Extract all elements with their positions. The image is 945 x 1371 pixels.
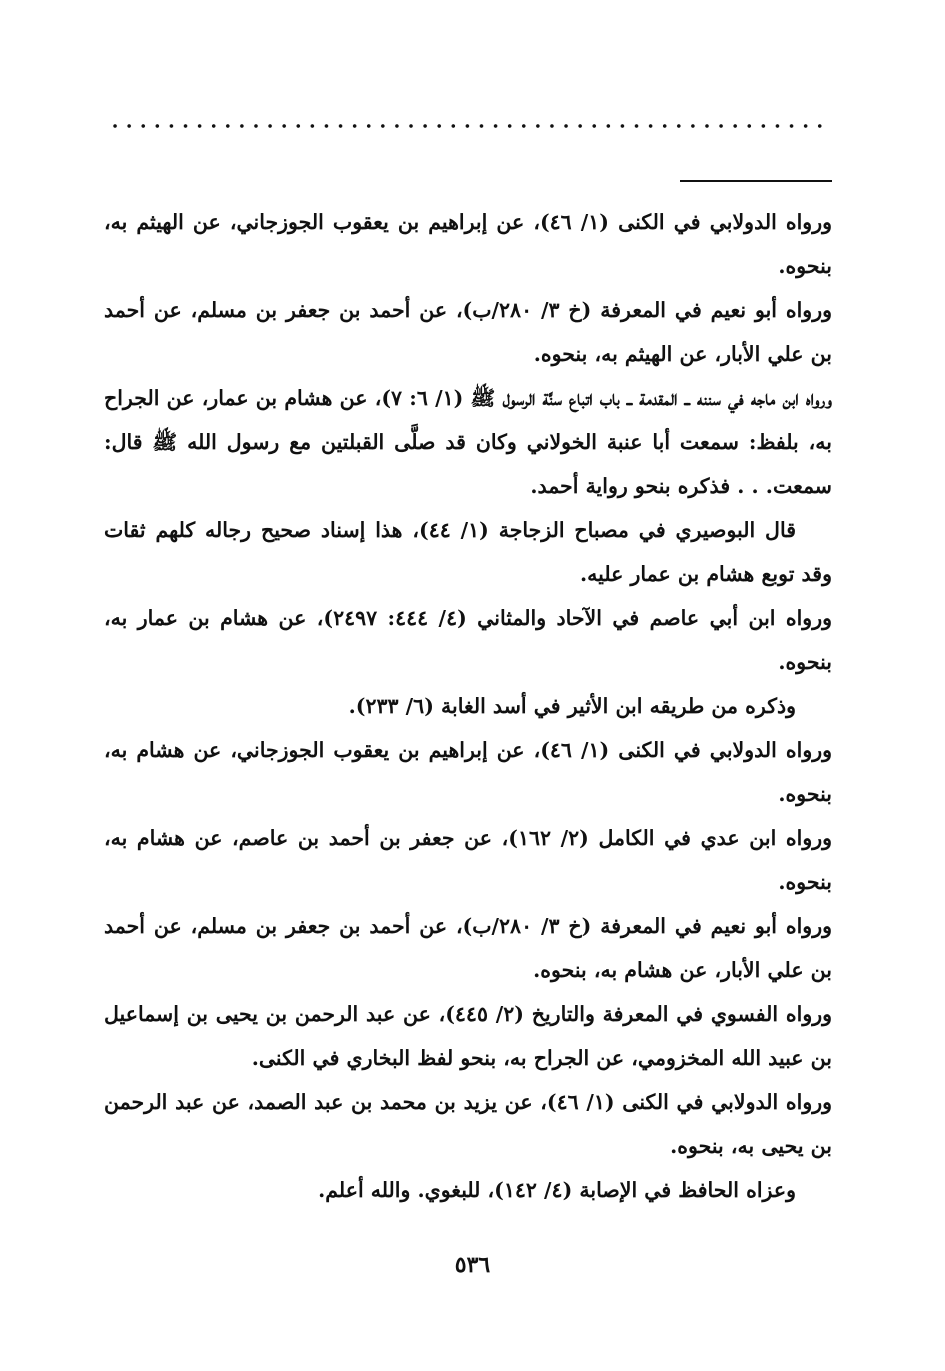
paragraph-2: ورواه أبو نعيم في المعرفة (خ ٣/ ٢٨٠/ب)، عن أحمد بن جعفر بن مسلم، عن أحمد بن علي الأبار، عن الهيثم به، بنحوه. (104, 298, 833, 366)
page-number: ٥٣٦ (454, 1252, 491, 1278)
paragraph-3: ورواه ابن ماجه في سننه ــ المقدمة ــ باب اتباع سنَّة الرسول ﷺ (١/ ٦: ٧)، عن هشام بن عمار، عن الجراح به، بلفظ: سمعت أبا عنبة الخولاني وكان قد صلَّى القبلتين مع رسول الله ﷺ قال: سمعت. . . فذكره بنحو رواية أحمد. (104, 386, 832, 498)
paragraph-1: ورواه الدولابي في الكنى (١/ ٤٦)، عن إبراهيم بن يعقوب الجوزجاني، عن الهيثم به، بنحوه. (104, 210, 833, 278)
paragraph-10: ورواه الفسوي في المعرفة والتاريخ (٢/ ٤٤٥)، عن عبد الرحمن بن يحيى بن إسماعيل بن عبيد الله المخزومي، عن الجراح به، بنحو لفظ البخاري في الكنى. (104, 1002, 833, 1070)
paragraph-8: ورواه ابن عدي في الكامل (٢/ ١٦٢)، عن جعفر بن أحمد بن عاصم، عن هشام به، بنحوه. (104, 826, 833, 894)
paragraph-9: ورواه أبو نعيم في المعرفة (خ ٣/ ٢٨٠/ب)، عن أحمد بن جعفر بن مسلم، عن أحمد بن علي الأبار، عن هشام به، بنحوه. (104, 914, 833, 982)
paragraph-6: وذكره من طريقه ابن الأثير في أسد الغابة (٦/ ٢٣٣). (348, 694, 796, 718)
footnote-text (104, 200, 832, 1212)
footnote-rule (680, 180, 832, 182)
paragraph-4: قال البوصيري في مصباح الزجاجة (١/ ٤٤)، هذا إسناد صحيح رجاله كلهم ثقات وقد توبع هشام بن عمار عليه. (104, 518, 832, 586)
paragraph-11: ورواه الدولابي في الكنى (١/ ٤٦)، عن يزيد بن محمد بن عبد الصمد، عن عبد الرحمن بن يحيى به، بنحوه. (104, 1090, 833, 1158)
dotted-separator (108, 124, 830, 128)
paragraph-7: ورواه الدولابي في الكنى (١/ ٤٦)، عن إبراهيم بن يعقوب الجوزجاني، عن هشام به، بنحوه. (104, 738, 833, 806)
paragraph-5: ورواه ابن أبي عاصم في الآحاد والمثاني (٤/ ٤٤٤: ٢٤٩٧)، عن هشام بن عمار به، بنحوه. (104, 606, 833, 674)
paragraph-12: وعزاه الحافظ في الإصابة (٤/ ١٤٢)، للبغوي. والله أعلم. (318, 1178, 796, 1202)
